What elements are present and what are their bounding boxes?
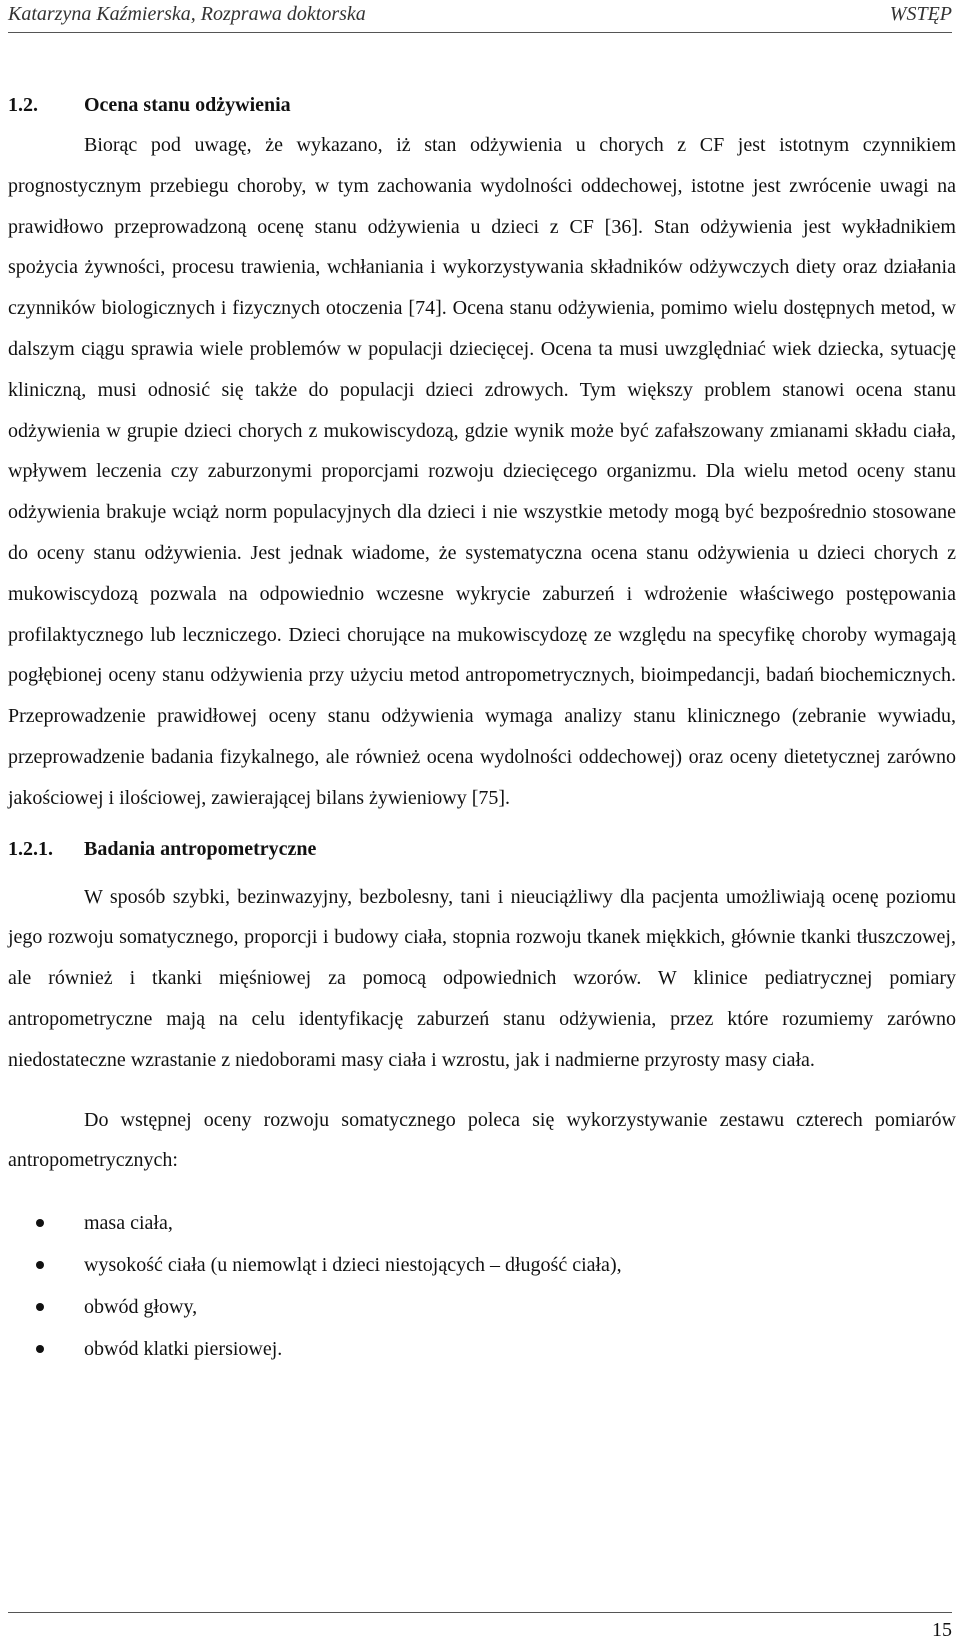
document-body xyxy=(8,85,956,1370)
bullet-icon xyxy=(36,1261,44,1269)
list-item-text: obwód klatki piersiowej. xyxy=(84,1338,283,1361)
section-title: Ocena stanu odżywienia xyxy=(84,94,291,116)
list-item-text: wysokość ciała (u niemowląt i dzieci niestojących – długość ciała), xyxy=(84,1254,622,1277)
page-footer xyxy=(8,1612,952,1651)
subsection-title: Badania antropometryczne xyxy=(84,837,317,860)
list-item xyxy=(8,1328,956,1370)
subsection-number: 1.2.1. xyxy=(8,837,53,860)
list-item-text: masa ciała, xyxy=(84,1212,173,1235)
subsection-paragraph-1: W sposób szybki, bezinwazyjny, bezbolesny, tani i nieuciążliwy dla pacjenta umożliwiają ocenę poziomu jego rozwoju somatycznego, proporcji i budowy ciała, stopnia rozwoju tkanek miękkich, głównie tkanki tłuszczowej, ale również i tkanki mięśniowej za pomocą odpowiednich wzorów. W klinice pediatrycznej pomiary antropometryczne mają na celu identyfikację zaburzeń stanu odżywienia, przez które rozumiemy zarówno niedostateczne wzrastanie z niedoborami masy ciała i wzrostu, jak i nadmierne przyrosty masy ciała. xyxy=(8,885,956,1071)
list-item xyxy=(8,1286,956,1328)
header-author: Katarzyna Kaźmierska, Rozprawa doktorska xyxy=(8,3,366,25)
header-section: WSTĘP xyxy=(889,3,952,25)
bullet-icon xyxy=(36,1303,44,1311)
list-item xyxy=(8,1202,956,1244)
list-item-text: obwód głowy, xyxy=(84,1296,198,1319)
bullet-icon xyxy=(36,1345,44,1353)
section-number: 1.2. xyxy=(8,94,38,116)
section-heading xyxy=(8,85,956,125)
page-number: 15 xyxy=(932,1619,952,1641)
section-paragraph: Biorąc pod uwagę, że wykazano, iż stan odżywienia u chorych z CF jest istotnym czynnikiem prognostycznym przebiegu choroby, w tym zachowania wydolności oddechowej, istotne jest zwrócenie uwagi na prawidłowo przeprowadzoną ocenę stanu odżywienia u dzieci z CF [36]. Stan odżywienia jest wykładnikiem spożycia żywności, procesu trawienia, wchłaniania i wykorzystywania składników odżywczych diety oraz działania czynników biologicznych i fizycznych otoczenia [74]. Ocena stanu odżywienia, pomimo wielu dostępnych metod, w dalszym ciągu sprawia wiele problemów w populacji dziecięcej. Ocena ta musi uwzględniać wiek dziecka, sytuację kliniczną, musi odnosić się także do populacji dzieci zdrowych. Tym większy problem stanowi ocena stanu odżywienia w grupie dzieci chorych z mukowiscydozą, gdzie wynik może być zafałszowany zmianami składu ciała, wpływem leczenia czy zaburzonymi proporcjami rozwoju dziecięcego organizmu. Dla wielu metod oceny stanu odżywienia brakuje wciąż norm populacyjnych dla dzieci i nie wszystkie metody mogą być bezpośrednio stosowane do oceny stanu odżywienia. Jest jednak wiadome, że systematyczna ocena stanu odżywienia u dzieci chorych z mukowiscydozą pozwala na odpowiednio wczesne wykrycie zaburzeń i wdrożenie właściwego postępowania profilaktycznego lub leczniczego. Dzieci chorujące na mukowiscydozę ze względu na specyfikę choroby wymagają pogłębionej oceny stanu odżywienia przy użyciu metod antropometrycznych, bioimpedancji, badań biochemicznych. Przeprowadzenie prawidłowej oceny stanu odżywienia wymaga analizy stanu klinicznego (zebranie wywiadu, przeprowadzenie badania fizykalnego, ale również ocena wydolności oddechowej) oraz oceny dietetycznej zarówno jakościowej i ilościowej, zawierającej bilans żywieniowy [75]. xyxy=(8,134,956,809)
measurement-list xyxy=(8,1202,956,1370)
subsection-paragraph-2: Do wstępnej oceny rozwoju somatycznego poleca się wykorzystywanie zestawu czterech pomiarów antropometrycznych: xyxy=(8,1108,956,1172)
subsection-heading xyxy=(8,829,956,869)
bullet-icon xyxy=(36,1219,44,1227)
list-item xyxy=(8,1244,956,1286)
page-header xyxy=(8,0,952,33)
